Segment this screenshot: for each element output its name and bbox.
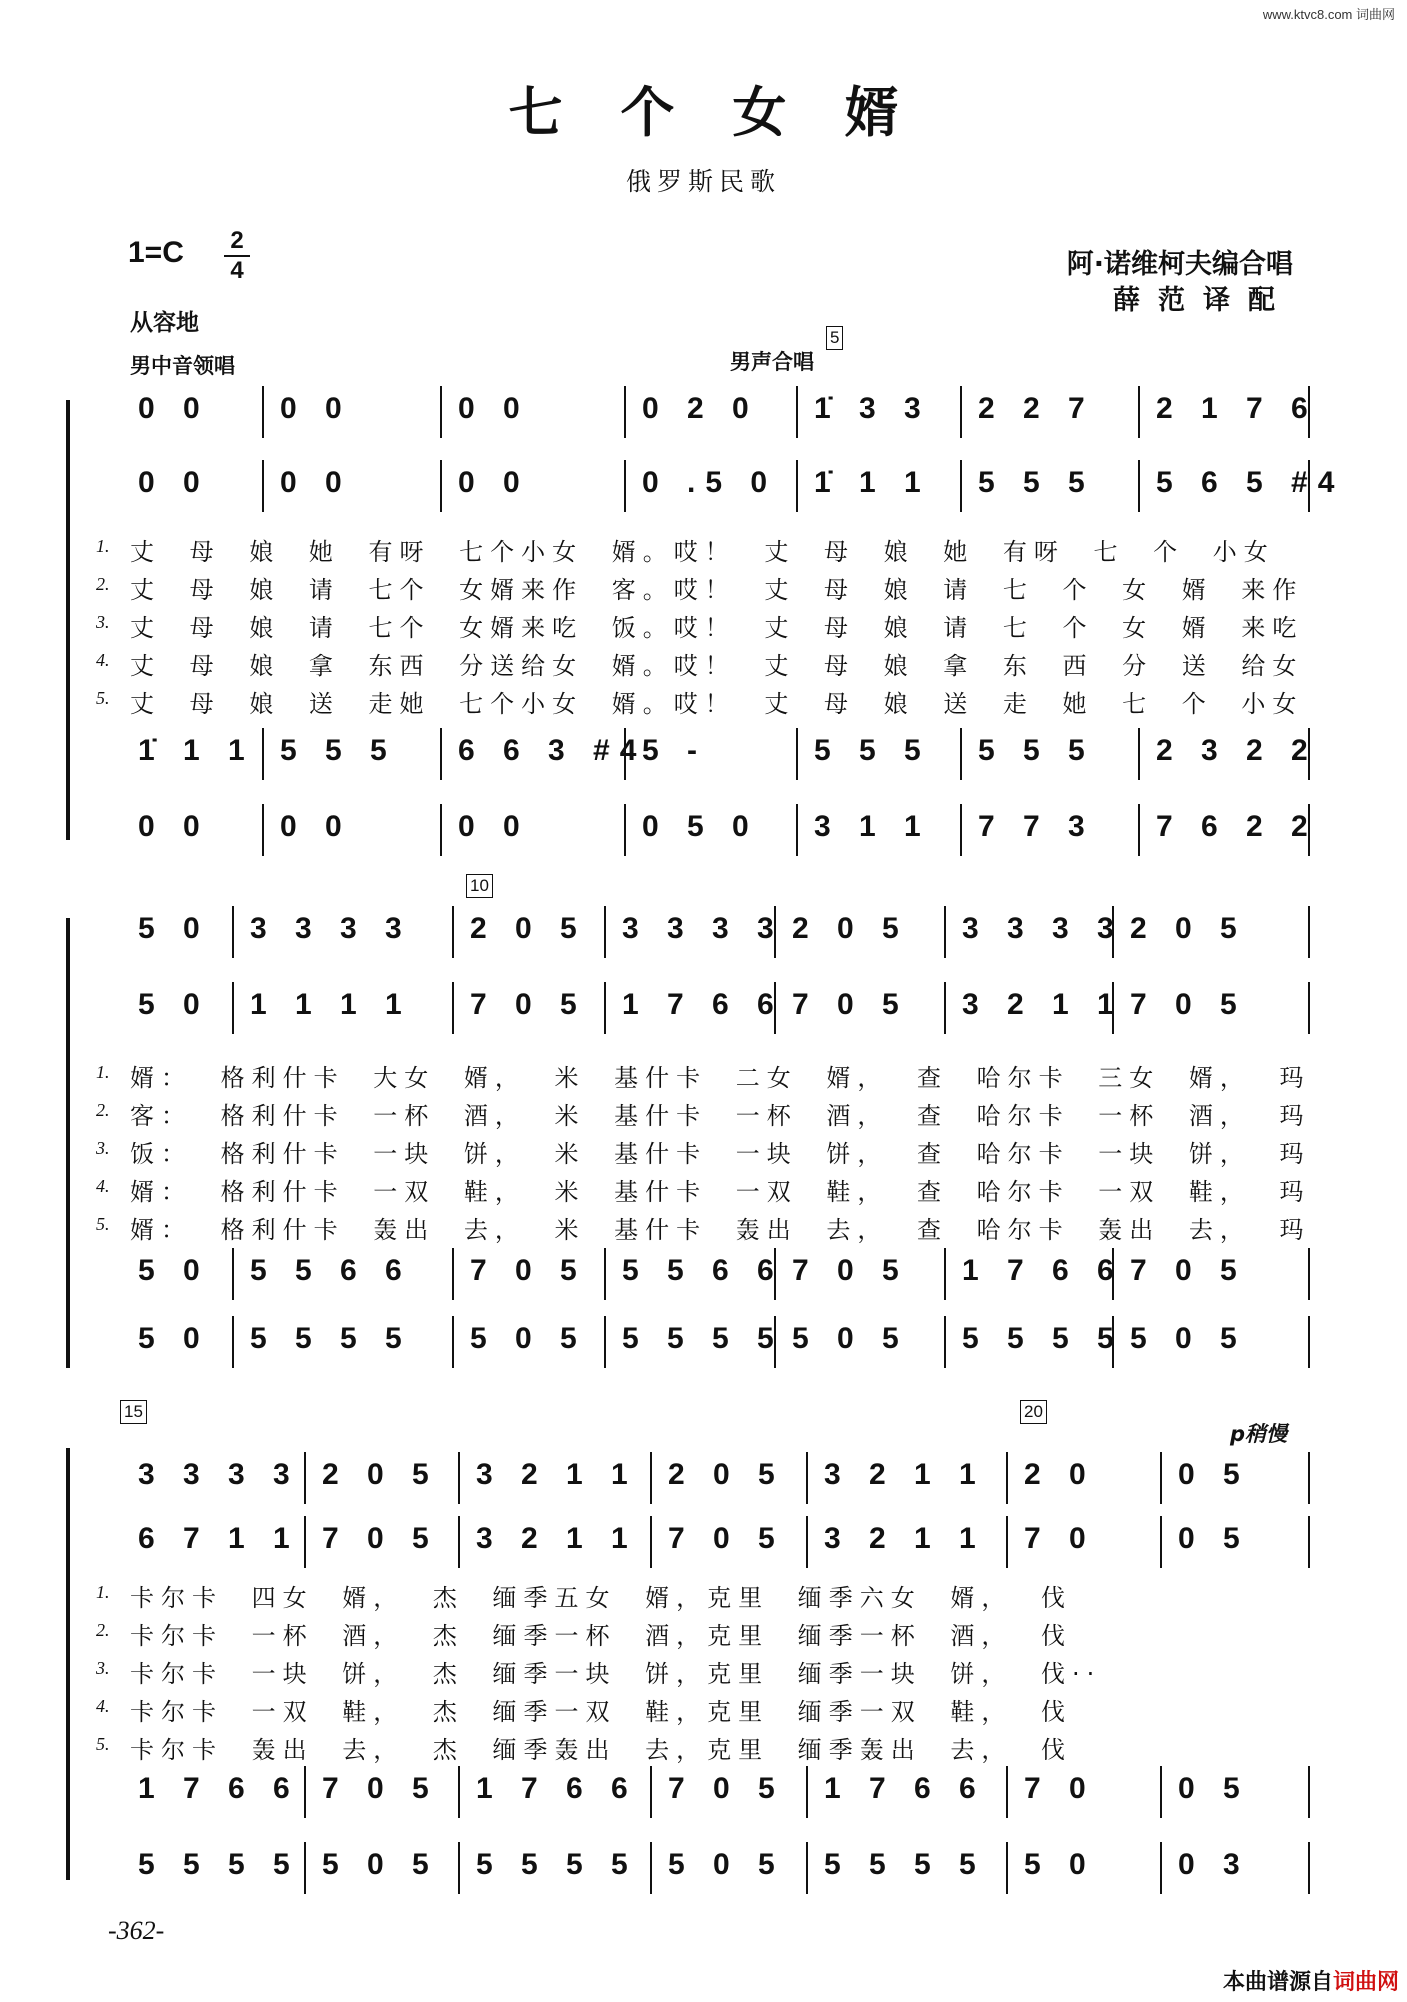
voice-part — [0, 392, 1407, 436]
measure-notes: 2 2 7 — [978, 392, 1095, 425]
measure-notes: 3 2 1 1 — [824, 1522, 986, 1555]
page-number: -362- — [108, 1916, 165, 1945]
voice-part — [0, 810, 1407, 854]
translator-credit: 薛范译配 — [1113, 285, 1293, 316]
watermark-source: 本曲谱源自 — [1222, 1970, 1333, 1995]
lyric-line — [0, 1730, 1407, 1764]
measure-notes: 3 1 1 — [814, 810, 931, 843]
measure-notes: 5 5 5 5 — [476, 1848, 638, 1881]
measure-notes: 5 0 — [138, 1254, 210, 1287]
voice-part — [0, 1848, 1407, 1892]
verse-number: 1. — [96, 1582, 110, 1602]
measure-notes: 7 0 5 — [470, 1254, 587, 1287]
measure-notes: 7 0 5 — [668, 1772, 785, 1805]
measure-notes: 5 0 5 — [792, 1322, 909, 1355]
measure-notes: 3 2 1 1 — [476, 1458, 638, 1491]
measure-notes: 0 0 — [458, 810, 530, 843]
measure-notes: 2 3 2 2 — [1156, 734, 1318, 767]
measure-notes: 1 7 6 6 — [622, 988, 784, 1021]
voice-part — [0, 1254, 1407, 1298]
measure-notes: 2 0 5 — [470, 912, 587, 945]
measure-notes: 3 3 3 3 — [250, 912, 412, 945]
verse-text: 丈 母 娘 请 七个 女婿来吃 饭。哎！ 丈 母 娘 请 七 个 女 婿 来吃 — [130, 614, 1304, 642]
measure-notes: 5 0 5 — [470, 1322, 587, 1355]
voice-part — [0, 466, 1407, 510]
verse-text: 丈 母 娘 送 走她 七个小女 婿。哎！ 丈 母 娘 送 走 她 七 个 小女 — [130, 690, 1304, 718]
measure-notes: 0 0 — [280, 392, 352, 425]
lyric-line — [0, 1692, 1407, 1726]
measure-notes: 0 .5 0 — [642, 466, 778, 499]
measure-notes: 3 2 1 1 — [962, 988, 1124, 1021]
measure-notes: 5 6 5 #4 — [1156, 466, 1345, 499]
lyric-line — [0, 1616, 1407, 1650]
lyric-line — [0, 570, 1407, 604]
lyric-line — [0, 1578, 1407, 1612]
measure-notes: 5 0 — [1024, 1848, 1096, 1881]
measure-notes: 3 2 1 1 — [824, 1458, 986, 1491]
verse-text: 婿： 格利什卡 大女 婿， 米 基什卡 二女 婿， 查 哈尔卡 三女 婿， 玛 — [130, 1064, 1311, 1092]
measure-number-20: 20 — [1020, 1400, 1047, 1424]
measure-notes: 5 5 5 5 — [962, 1322, 1124, 1355]
measure-notes: 5 0 5 — [1130, 1322, 1247, 1355]
verse-number: 4. — [96, 1176, 110, 1196]
lyric-line — [0, 684, 1407, 718]
measure-notes: 1 1 1 1 — [250, 988, 412, 1021]
watermark-site: 词曲网 — [1332, 1970, 1399, 1995]
verse-text: 婿： 格利什卡 一双 鞋， 米 基什卡 一双 鞋， 查 哈尔卡 一双 鞋， 玛 — [130, 1178, 1311, 1206]
measure-notes: 5 0 5 — [668, 1848, 785, 1881]
measure-notes: 5 5 5 5 — [622, 1322, 784, 1355]
verse-number: 3. — [96, 1138, 110, 1158]
measure-notes: 0 0 — [458, 392, 530, 425]
measure-number-10: 10 — [466, 874, 493, 898]
verse-text: 卡尔卡 一块 饼， 杰 缅季一块 饼，克里 缅季一块 饼， 伐·· — [130, 1660, 1102, 1688]
measure-notes: 5 5 5 — [280, 734, 397, 767]
measure-notes: 2 0 5 — [668, 1458, 785, 1491]
measure-notes: 6 7 1 1 — [138, 1522, 300, 1555]
measure-notes: 2 0 — [1024, 1458, 1096, 1491]
lyric-line — [0, 532, 1407, 566]
verse-number: 5. — [96, 1214, 110, 1234]
voice-part — [0, 1322, 1407, 1366]
measure-notes: 2 1 7 6 — [1156, 392, 1318, 425]
lyric-line — [0, 1058, 1407, 1092]
measure-notes: 2 0 5 — [322, 1458, 439, 1491]
measure-notes: 7 0 5 — [792, 1254, 909, 1287]
measure-notes: 1̇ 1 1 — [138, 734, 255, 767]
measure-number-15: 15 — [120, 1400, 147, 1424]
measure-notes: 0 5 — [1178, 1458, 1250, 1491]
verse-text: 饭： 格利什卡 一块 饼， 米 基什卡 一块 饼， 查 哈尔卡 一块 饼， 玛 — [130, 1140, 1311, 1168]
measure-notes: 3 3 3 3 — [962, 912, 1124, 945]
measure-notes: 7 0 5 — [668, 1522, 785, 1555]
song-subtitle: 俄罗斯民歌 — [625, 167, 781, 196]
measure-notes: 7 0 5 — [1130, 988, 1247, 1021]
measure-notes: 0 3 — [1178, 1848, 1250, 1881]
lyric-line — [0, 1134, 1407, 1168]
measure-notes: 0 0 — [280, 466, 352, 499]
verse-number: 5. — [96, 688, 110, 708]
measure-notes: 0 0 — [138, 810, 210, 843]
measure-notes: 1 7 6 6 — [138, 1772, 300, 1805]
verse-text: 卡尔卡 轰出 去， 杰 缅季轰出 去，克里 缅季轰出 去， 伐 — [130, 1736, 1073, 1764]
verse-text: 卡尔卡 四女 婿， 杰 缅季五女 婿，克里 缅季六女 婿， 伐 — [130, 1584, 1073, 1612]
measure-notes: 0 5 0 — [642, 810, 759, 843]
verse-number: 4. — [96, 650, 110, 670]
voice-part — [0, 1458, 1407, 1502]
measure-notes: 7 0 5 — [792, 988, 909, 1021]
measure-notes: 5 5 5 5 — [138, 1848, 300, 1881]
measure-notes: 0 2 0 — [642, 392, 759, 425]
verse-text: 丈 母 娘 她 有呀 七个小女 婿。哎！ 丈 母 娘 她 有呀 七 个 小女 — [130, 538, 1275, 566]
measure-notes: 0 0 — [138, 392, 210, 425]
verse-number: 3. — [96, 1658, 110, 1678]
verse-number: 5. — [96, 1734, 110, 1754]
lyric-line — [0, 1172, 1407, 1206]
voice-part — [0, 912, 1407, 956]
measure-notes: 3 3 3 3 — [622, 912, 784, 945]
measure-notes: 2 0 5 — [792, 912, 909, 945]
measure-notes: 5 5 5 — [978, 734, 1095, 767]
lyric-line — [0, 1654, 1407, 1688]
measure-number-5: 5 — [826, 326, 843, 350]
measure-notes: 2 0 5 — [1130, 912, 1247, 945]
measure-notes: 7 0 5 — [322, 1522, 439, 1555]
bottom-watermark — [1223, 1965, 1399, 1996]
verse-number: 1. — [96, 536, 110, 556]
key-signature: 1=C — [128, 236, 184, 269]
top-watermark: www.ktvc8.com 词曲网 — [1262, 7, 1395, 22]
measure-notes: 5 0 5 — [322, 1848, 439, 1881]
lead-marking: 男中音领唱 — [130, 354, 235, 378]
measure-notes: 5 5 5 5 — [824, 1848, 986, 1881]
song-title: 七个女婿 — [508, 80, 957, 144]
verse-text: 丈 母 娘 拿 东西 分送给女 婿。哎！ 丈 母 娘 拿 东 西 分 送 给女 — [130, 652, 1304, 680]
verse-text: 丈 母 娘 请 七个 女婿来作 客。哎！ 丈 母 娘 请 七 个 女 婿 来作 — [130, 576, 1304, 604]
verse-text: 客： 格利什卡 一杯 酒， 米 基什卡 一杯 酒， 查 哈尔卡 一杯 酒， 玛 — [130, 1102, 1311, 1130]
verse-text: 卡尔卡 一双 鞋， 杰 缅季一双 鞋，克里 缅季一双 鞋， 伐 — [130, 1698, 1073, 1726]
lyric-line — [0, 646, 1407, 680]
verse-number: 2. — [96, 1620, 110, 1640]
verse-number: 1. — [96, 1062, 110, 1082]
measure-notes: 5 - — [642, 734, 708, 767]
measure-notes: 1̇ 1 1 — [814, 466, 931, 499]
lyric-line — [0, 608, 1407, 642]
time-signature — [222, 228, 252, 284]
tempo-marking: 从容地 — [130, 310, 199, 336]
measure-notes: 7 0 5 — [470, 988, 587, 1021]
measure-notes: 5 5 6 6 — [250, 1254, 412, 1287]
measure-notes: 6 6 3 #4 — [458, 734, 647, 767]
measure-notes: 7 0 — [1024, 1522, 1096, 1555]
measure-notes: 7 6 2 2 — [1156, 810, 1318, 843]
measure-notes: 1̇ 3 3 — [814, 392, 931, 425]
verse-text: 婿： 格利什卡 轰出 去， 米 基什卡 轰出 去， 查 哈尔卡 轰出 去， 玛 — [130, 1216, 1311, 1244]
verse-number: 2. — [96, 1100, 110, 1120]
measure-notes: 0 0 — [138, 466, 210, 499]
voice-part — [0, 1772, 1407, 1816]
measure-notes: 5 5 5 5 — [250, 1322, 412, 1355]
voice-part — [0, 988, 1407, 1032]
verse-text: 卡尔卡 一杯 酒， 杰 缅季一杯 酒，克里 缅季一杯 酒， 伐 — [130, 1622, 1073, 1650]
voice-part — [0, 1522, 1407, 1566]
measure-notes: 5 5 6 6 — [622, 1254, 784, 1287]
dynamic-marking: p稍慢 — [1230, 1422, 1288, 1446]
measure-notes: 5 5 5 — [814, 734, 931, 767]
measure-notes: 5 0 — [138, 988, 210, 1021]
measure-notes: 3 3 3 3 — [138, 1458, 300, 1491]
measure-notes: 1 7 6 6 — [962, 1254, 1124, 1287]
measure-notes: 1 7 6 6 — [824, 1772, 986, 1805]
measure-notes: 7 7 3 — [978, 810, 1095, 843]
verse-number: 2. — [96, 574, 110, 594]
measure-notes: 5 0 — [138, 1322, 210, 1355]
measure-notes: 3 2 1 1 — [476, 1522, 638, 1555]
measure-notes: 7 0 — [1024, 1772, 1096, 1805]
measure-notes: 0 0 — [280, 810, 352, 843]
time-numerator: 2 — [230, 227, 244, 254]
arranger-credit: 阿·诺维柯夫编合唱 — [1066, 249, 1293, 280]
time-denominator: 4 — [230, 257, 244, 284]
measure-notes: 0 5 — [1178, 1772, 1250, 1805]
verse-number: 4. — [96, 1696, 110, 1716]
measure-notes: 7 0 5 — [1130, 1254, 1247, 1287]
lyric-line — [0, 1096, 1407, 1130]
measure-notes: 5 0 — [138, 912, 210, 945]
voice-part — [0, 734, 1407, 778]
lyric-line — [0, 1210, 1407, 1244]
measure-notes: 1 7 6 6 — [476, 1772, 638, 1805]
verse-number: 3. — [96, 612, 110, 632]
measure-notes: 0 0 — [458, 466, 530, 499]
measure-notes: 0 5 — [1178, 1522, 1250, 1555]
measure-notes: 7 0 5 — [322, 1772, 439, 1805]
measure-notes: 5 5 5 — [978, 466, 1095, 499]
chorus-marking: 男声合唱 — [730, 350, 814, 374]
